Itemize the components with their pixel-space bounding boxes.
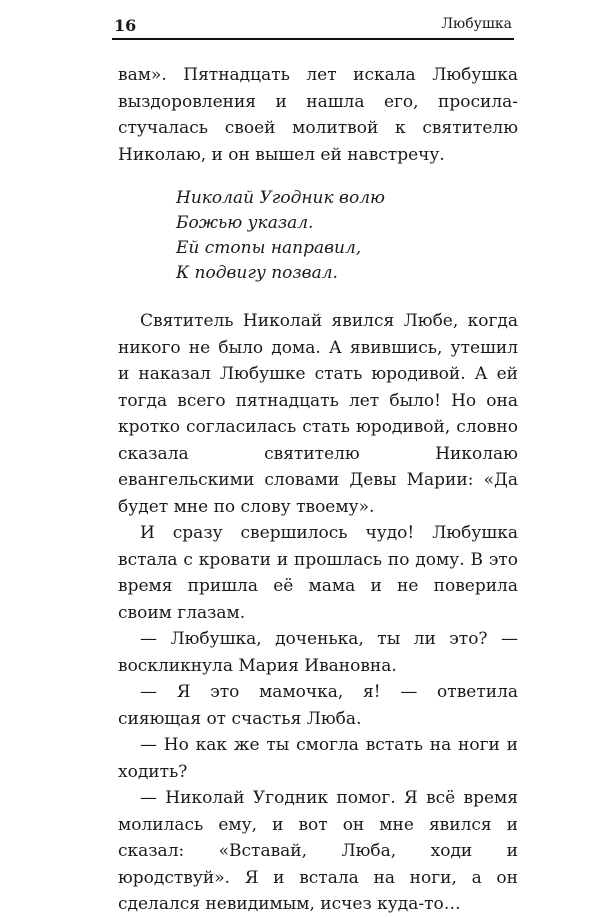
page-header: [112, 12, 514, 40]
dialogue-line: — Я это мамочка, я! — ответила сияющая от счастья Люба.: [118, 682, 518, 729]
page-number: 16: [114, 16, 137, 35]
dialogue-line: — Николай Угодник помог. Я всё время молилась ему, и вот он мне явился и сказал: «Вставай, Люба, ходи и юродствуй». Я и встала на ноги, а он сделался невидимым, исчез куда-то…: [118, 788, 518, 914]
paragraph-continuation: вам». Пятнадцать лет искала Любушка выздоровления и нашла его, просила-стучалась своей молитвой к святителю Николаю, и он вышел ей навстречу.: [118, 65, 518, 165]
dialogue-line: — Но как же ты смогла встать на ноги и ходить?: [118, 735, 518, 782]
verse-line: Ей стопы направил,: [176, 238, 362, 258]
verse-block: [176, 186, 518, 286]
body-text: [118, 62, 518, 918]
dialogue-line: — Любушка, доченька, ты ли это? — воскликнула Мария Ивановна.: [118, 629, 518, 676]
paragraph: И сразу свершилось чудо! Любушка встала с кровати и прошлась по дому. В это время пришла её мама и не поверила своим глазам.: [118, 523, 518, 623]
verse-line: Божью указал.: [176, 213, 314, 233]
verse-line: Николай Угодник волю: [176, 188, 385, 208]
verse-line: К подвигу позвал.: [176, 263, 338, 283]
running-title: Любушка: [441, 16, 512, 32]
paragraph: Святитель Николай явился Любе, когда никого не было дома. А явившись, утешил и наказал Любушке стать юродивой. А ей тогда всего пятнадцать лет было! Но она кротко согласилась стать юродивой, словно сказала святителю Николаю евангельскими словами Девы Марии: «Да будет мне по слову твоему».: [118, 311, 518, 517]
